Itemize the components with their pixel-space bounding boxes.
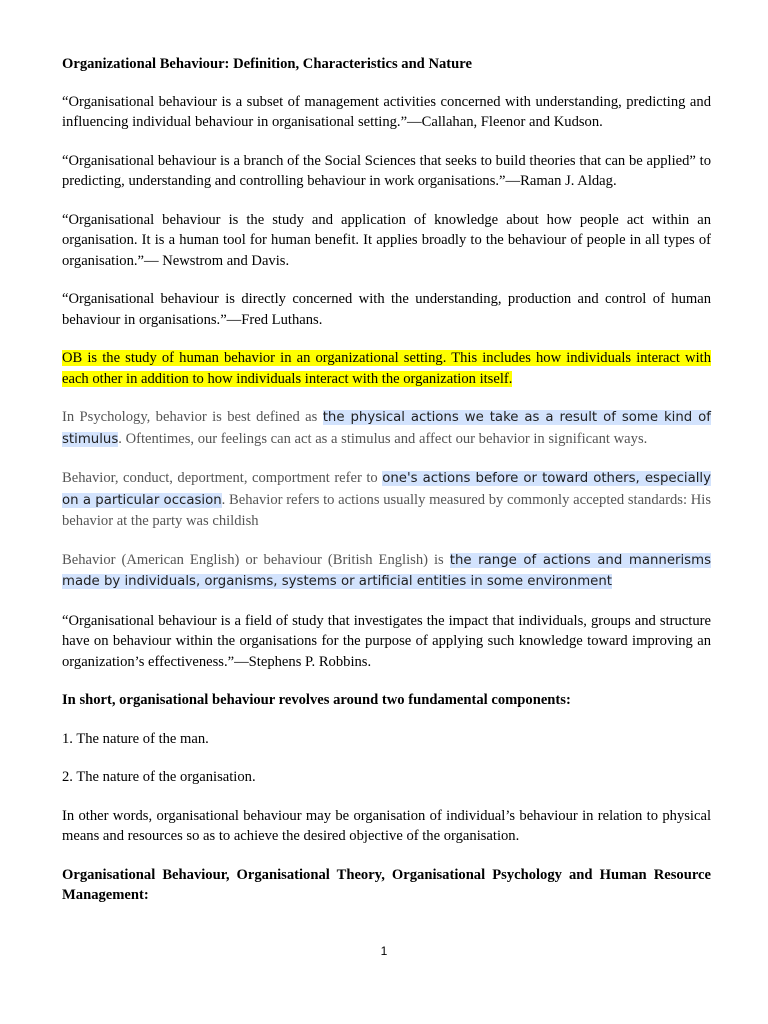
behavior-english-definition <box>62 550 711 593</box>
components-heading: In short, organisational behaviour revolves around two fundamental components: <box>62 692 571 708</box>
definition-newstrom: “Organisational behaviour is the study and application of knowledge about how people act within an organisation. It is a human tool for human benefit. It applies broadly to the behaviour of people in all types of organisation.”— Newstrom and Davis. <box>62 211 711 269</box>
psychology-text-before: In Psychology, behavior is best defined as <box>62 409 323 425</box>
conduct-text-before: Behavior, conduct, deportment, comportment refer to <box>62 470 383 486</box>
behavior-english-text-before: Behavior (American English) or behaviour (British English) is <box>62 551 450 568</box>
yellow-highlighted-text: OB is the study of human behavior in an organizational setting. This includes how individuals interact with each other in addition to how individuals interact with the organization itself. <box>62 350 711 387</box>
definition-robbins: “Organisational behaviour is a field of study that investigates the impact that individuals, groups and structure have on behaviour within the organisations for the purpose of applying such knowledge toward improving an organization’s effectiveness.”—Stephens P. Robbins. <box>62 612 711 670</box>
conduct-definition <box>62 468 711 532</box>
conduct-text-after: . Behavior refers to actions usually measured by commonly accepted standards: His behavior at the party was childish <box>62 491 711 529</box>
document-page <box>62 54 711 924</box>
psychology-definition <box>62 407 711 450</box>
psychology-text-after: . Oftentimes, our feelings can act as a stimulus and affect our behavior in significant ways. <box>118 430 648 447</box>
section-heading: Organisational Behaviour, Organisational Theory, Organisational Psychology and Human Resource Management: <box>62 866 711 903</box>
definition-callahan: “Organisational behaviour is a subset of management activities concerned with understanding, predicting and influencing individual behaviour in organisational setting.”—Callahan, Fleenor and Kudson. <box>62 93 711 130</box>
page-number: 1 <box>380 944 388 958</box>
behavior-english-highlighted-text: the range of actions and mannerisms made by individuals, organisms, systems or artificial entities in some environment <box>62 552 711 589</box>
definition-aldag: “Organisational behaviour is a branch of the Social Sciences that seeks to build theories that can be applied” to predicting, understanding and controlling behaviour in work organisations.”—Raman J. Aldag. <box>62 152 711 189</box>
ob-definition-paragraph <box>62 348 711 389</box>
component-item-2: 2. The nature of the organisation. <box>62 769 256 785</box>
definition-luthans: “Organisational behaviour is directly concerned with the understanding, production and control of human behaviour in organisations.”—Fred Luthans. <box>62 291 711 328</box>
component-item-1: 1. The nature of the man. <box>62 730 209 747</box>
conduct-highlighted-text: one's actions before or toward others, especially on a particular occasion <box>62 471 711 508</box>
other-words-paragraph: In other words, organisational behaviour may be organisation of individual’s behaviour in relation to physical means and resources so as to achieve the desired objective of the organisation. <box>62 807 711 844</box>
psychology-highlighted-text: the physical actions we take as a result of some kind of stimulus <box>62 410 711 447</box>
document-title: Organizational Behaviour: Definition, Characteristics and Nature <box>62 56 472 72</box>
